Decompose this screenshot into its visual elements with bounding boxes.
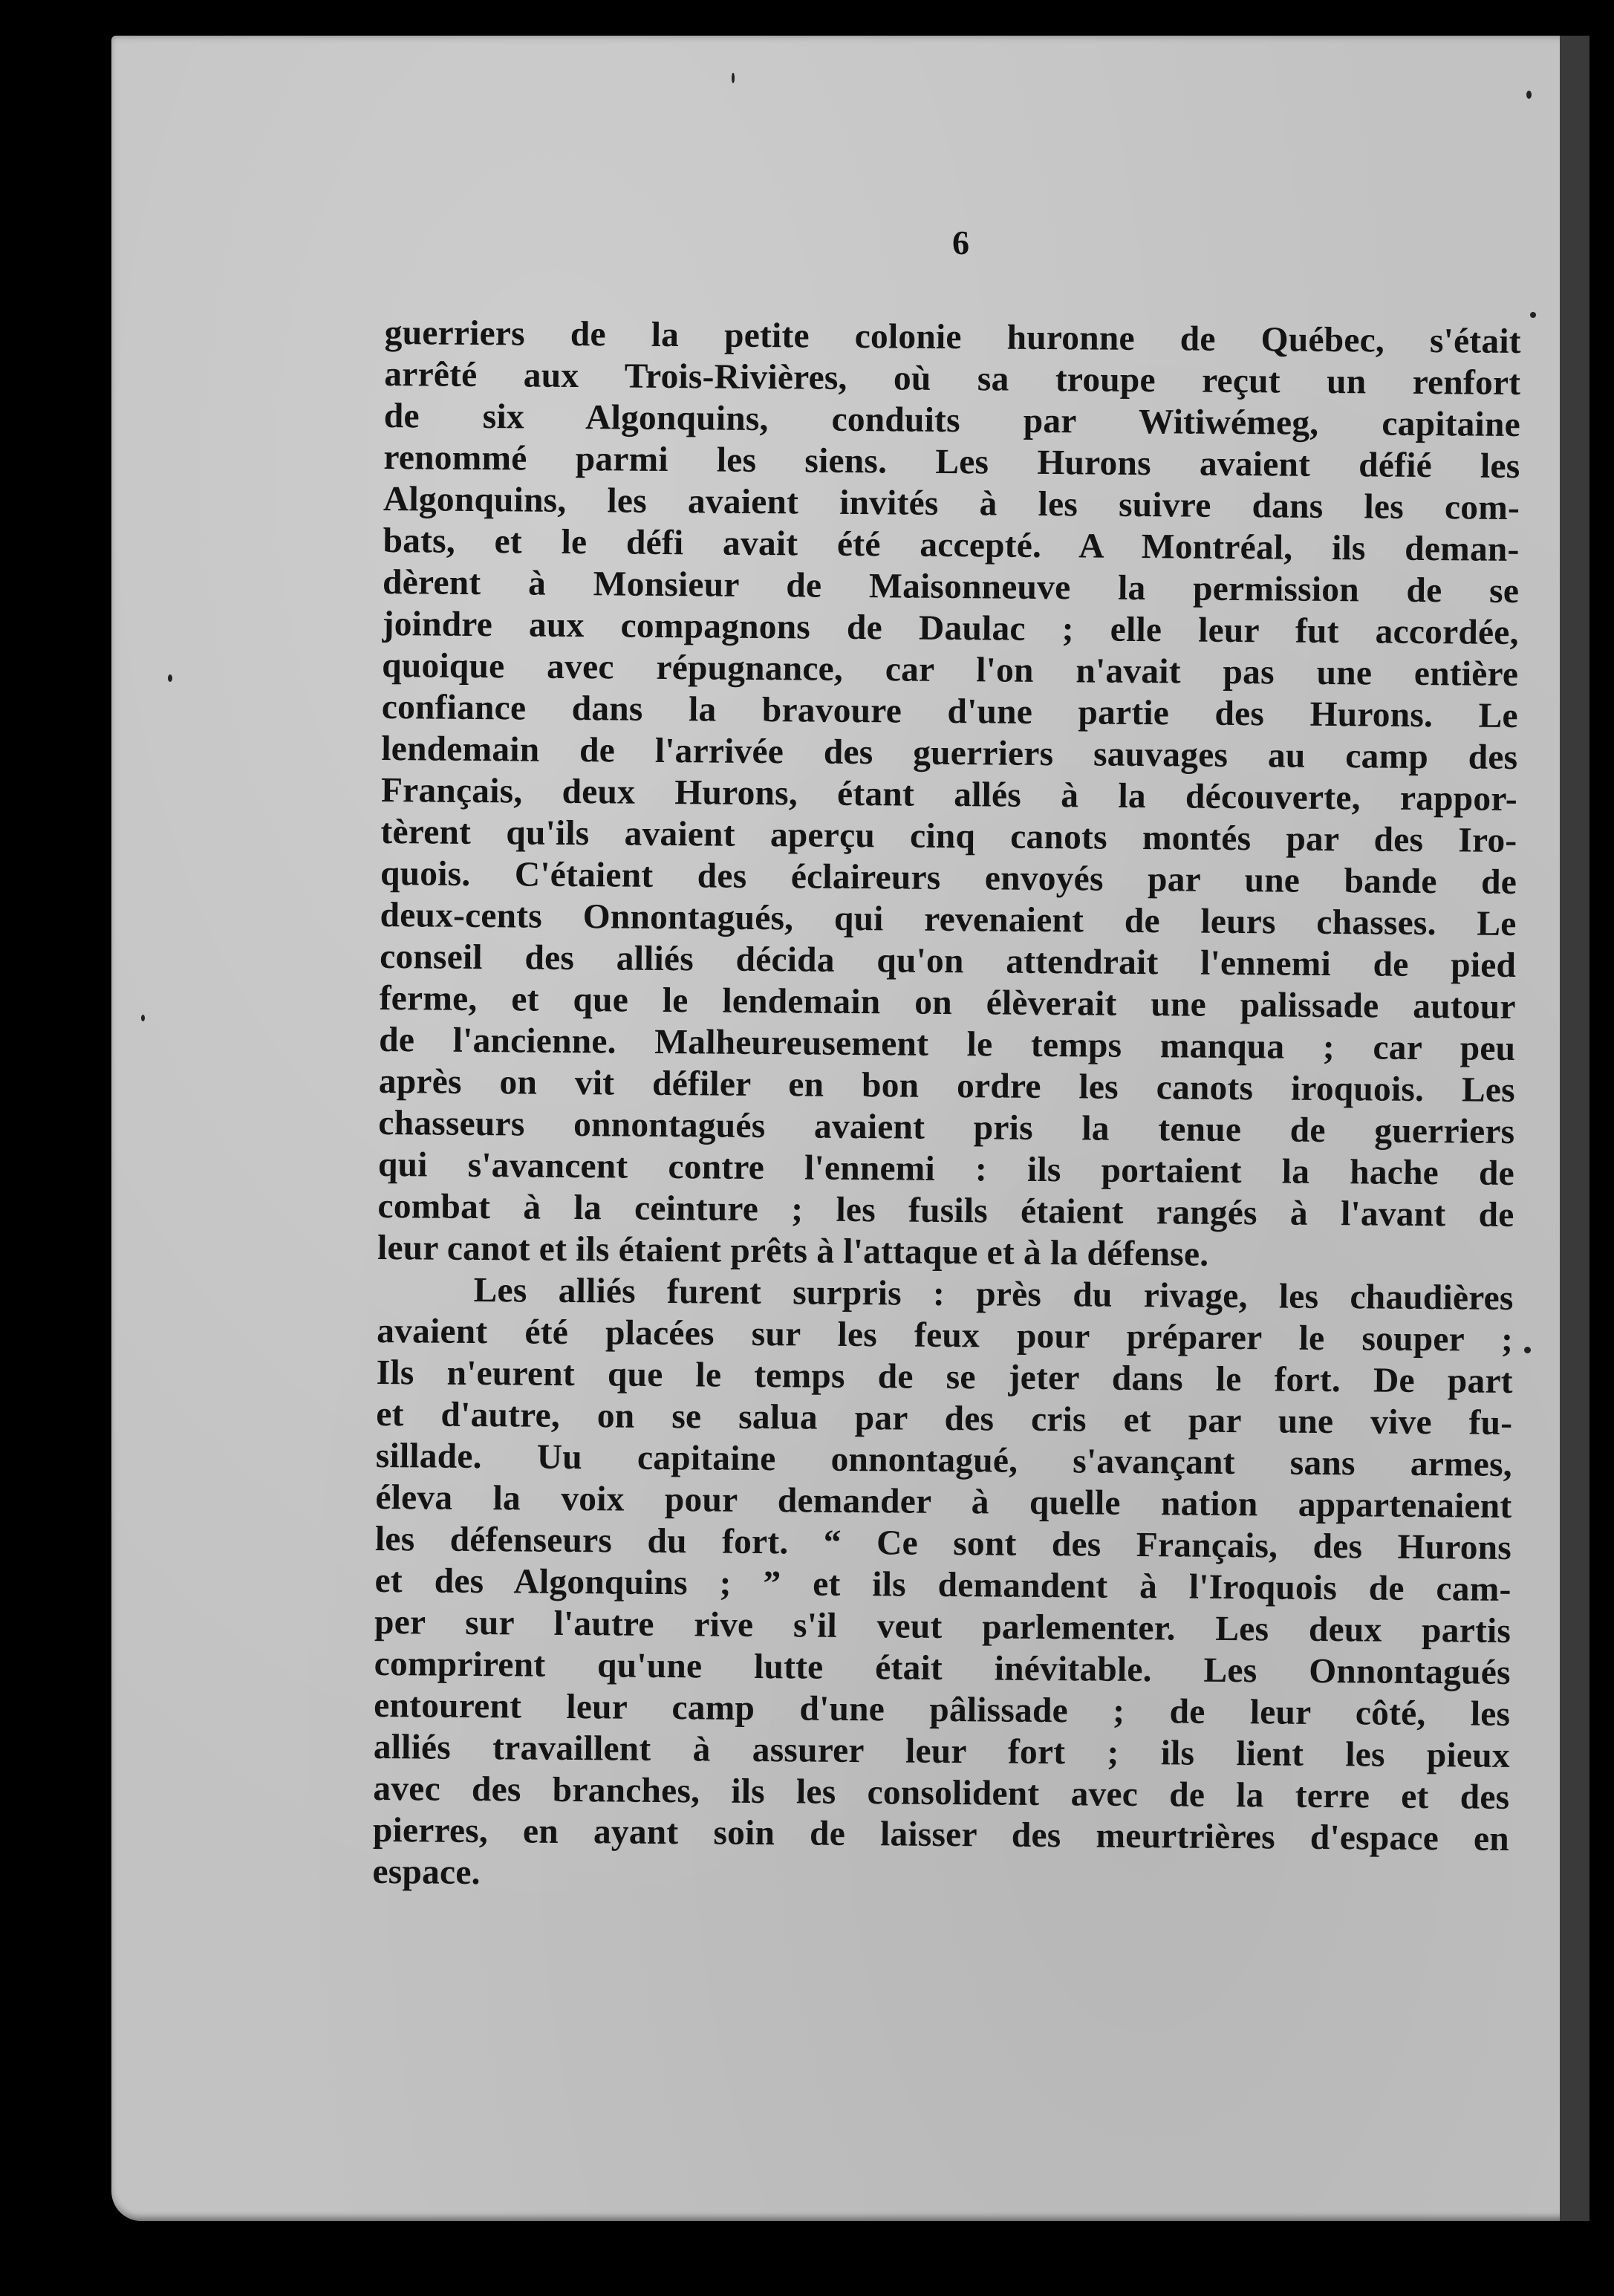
text-line: qui s'avancent contre l'ennemi : ils portaient la hache de <box>377 1145 1515 1193</box>
paper-speck <box>1530 312 1536 318</box>
text-line: sillade. Uu capitaine onnontagué, s'avançant sans armes, <box>375 1436 1513 1484</box>
paper-speck <box>732 73 735 83</box>
text-line: deux-cents Onnontagués, qui revenaient de leurs chasses. Le <box>380 895 1517 943</box>
text-line: joindre aux compagnons de Daulac ; elle leur fut accordée, <box>382 604 1519 653</box>
text-line: per sur l'autre rive s'il veut parlementer. Les deux partis <box>374 1602 1512 1651</box>
text-line: et d'autre, on se salua par des cris et par une vive fu- <box>376 1394 1513 1443</box>
text-line: tèrent qu'ils avaient aperçu cinq canots montés par des Iro- <box>380 812 1517 860</box>
text-line: entourent leur camp d'une pâlissade ; de leur côté, les <box>374 1685 1511 1734</box>
text-line: combat à la ceinture ; les fusils étaient rangés à l'avant de <box>377 1186 1514 1235</box>
paper-speck <box>1524 1347 1531 1353</box>
text-line: alliés travaillent à assurer leur fort ; ils lient les pieux <box>373 1727 1510 1775</box>
text-line: bats, et le défi avait été accepté. A Montréal, ils deman- <box>383 521 1520 570</box>
page-edge-shadow <box>1560 36 1589 2221</box>
page-number: 6 <box>952 224 969 261</box>
text-line: après on vit défiler en bon ordre les canots iroquois. Les <box>378 1061 1516 1110</box>
text-line: de six Algonquins, conduits par Witiwémeg, capitaine <box>383 396 1521 445</box>
text-line: conseil des alliés décida qu'on attendrait l'ennemi de pied <box>379 937 1517 985</box>
text-line: avaient été placées sur les feux pour préparer le souper ; <box>377 1311 1514 1359</box>
text-line: comprirent qu'une lutte était inévitable. Les Onnontagués <box>374 1644 1511 1692</box>
text-line: éleva la voix pour demander à quelle nation appartenaient <box>375 1477 1512 1526</box>
text-line: de l'ancienne. Malheureusement le temps manqua ; car peu <box>379 1020 1516 1068</box>
text-line: les défenseurs du fort. “ Ce sont des Français, des Hurons <box>374 1519 1512 1567</box>
paper-speck <box>141 1015 145 1021</box>
text-line: et des Algonquins ; ” et ils demandent à l'Iroquois de cam- <box>374 1561 1512 1609</box>
paper-speck <box>168 674 172 682</box>
book-page <box>111 36 1589 2221</box>
text-line: quois. C'étaient des éclaireurs envoyés par une bande de <box>380 853 1517 902</box>
text-line: ferme, et que le lendemain on élèverait une palissade autour <box>379 978 1516 1027</box>
text-line: leur canot et ils étaient prêts à l'attaque et à la défense. <box>377 1228 1209 1274</box>
text-line: Les alliés furent surpris : près du rivage, les chaudières <box>473 1270 1514 1318</box>
text-line: arrêté aux Trois-Rivières, où sa troupe reçut un renfort <box>384 354 1521 403</box>
text-line: Ils n'eurent que le temps de se jeter dans le fort. De part <box>376 1353 1513 1401</box>
text-line: renommé parmi les siens. Les Hurons avaient défié les <box>383 438 1520 487</box>
text-line: Algonquins, les avaient invités à les suivre dans les com- <box>383 479 1520 528</box>
paper-speck <box>1526 91 1532 99</box>
text-line: pierres, en ayant soin de laisser des meurtrières d'espace en <box>372 1810 1510 1858</box>
text-line: dèrent à Monsieur de Maisonneuve la permission de se <box>382 562 1520 611</box>
text-line: quoique avec répugnance, car l'on n'avait pas une entière <box>382 645 1519 695</box>
text-line: chasseurs onnontagués avaient pris la tenue de guerriers <box>378 1103 1515 1151</box>
text-line: Français, deux Hurons, étant allés à la découverte, rappor- <box>380 770 1518 819</box>
body-text <box>372 312 1521 1902</box>
text-line: guerriers de la petite colonie huronne de Québec, s'était <box>384 313 1521 362</box>
text-line: lendemain de l'arrivée des guerriers sauvages au camp des <box>381 729 1518 777</box>
text-line: avec des branches, ils les consolident avec de la terre et des <box>373 1769 1510 1817</box>
text-line: confiance dans la bravoure d'une partie des Hurons. Le <box>381 687 1518 735</box>
text-line: espace. <box>372 1852 481 1893</box>
